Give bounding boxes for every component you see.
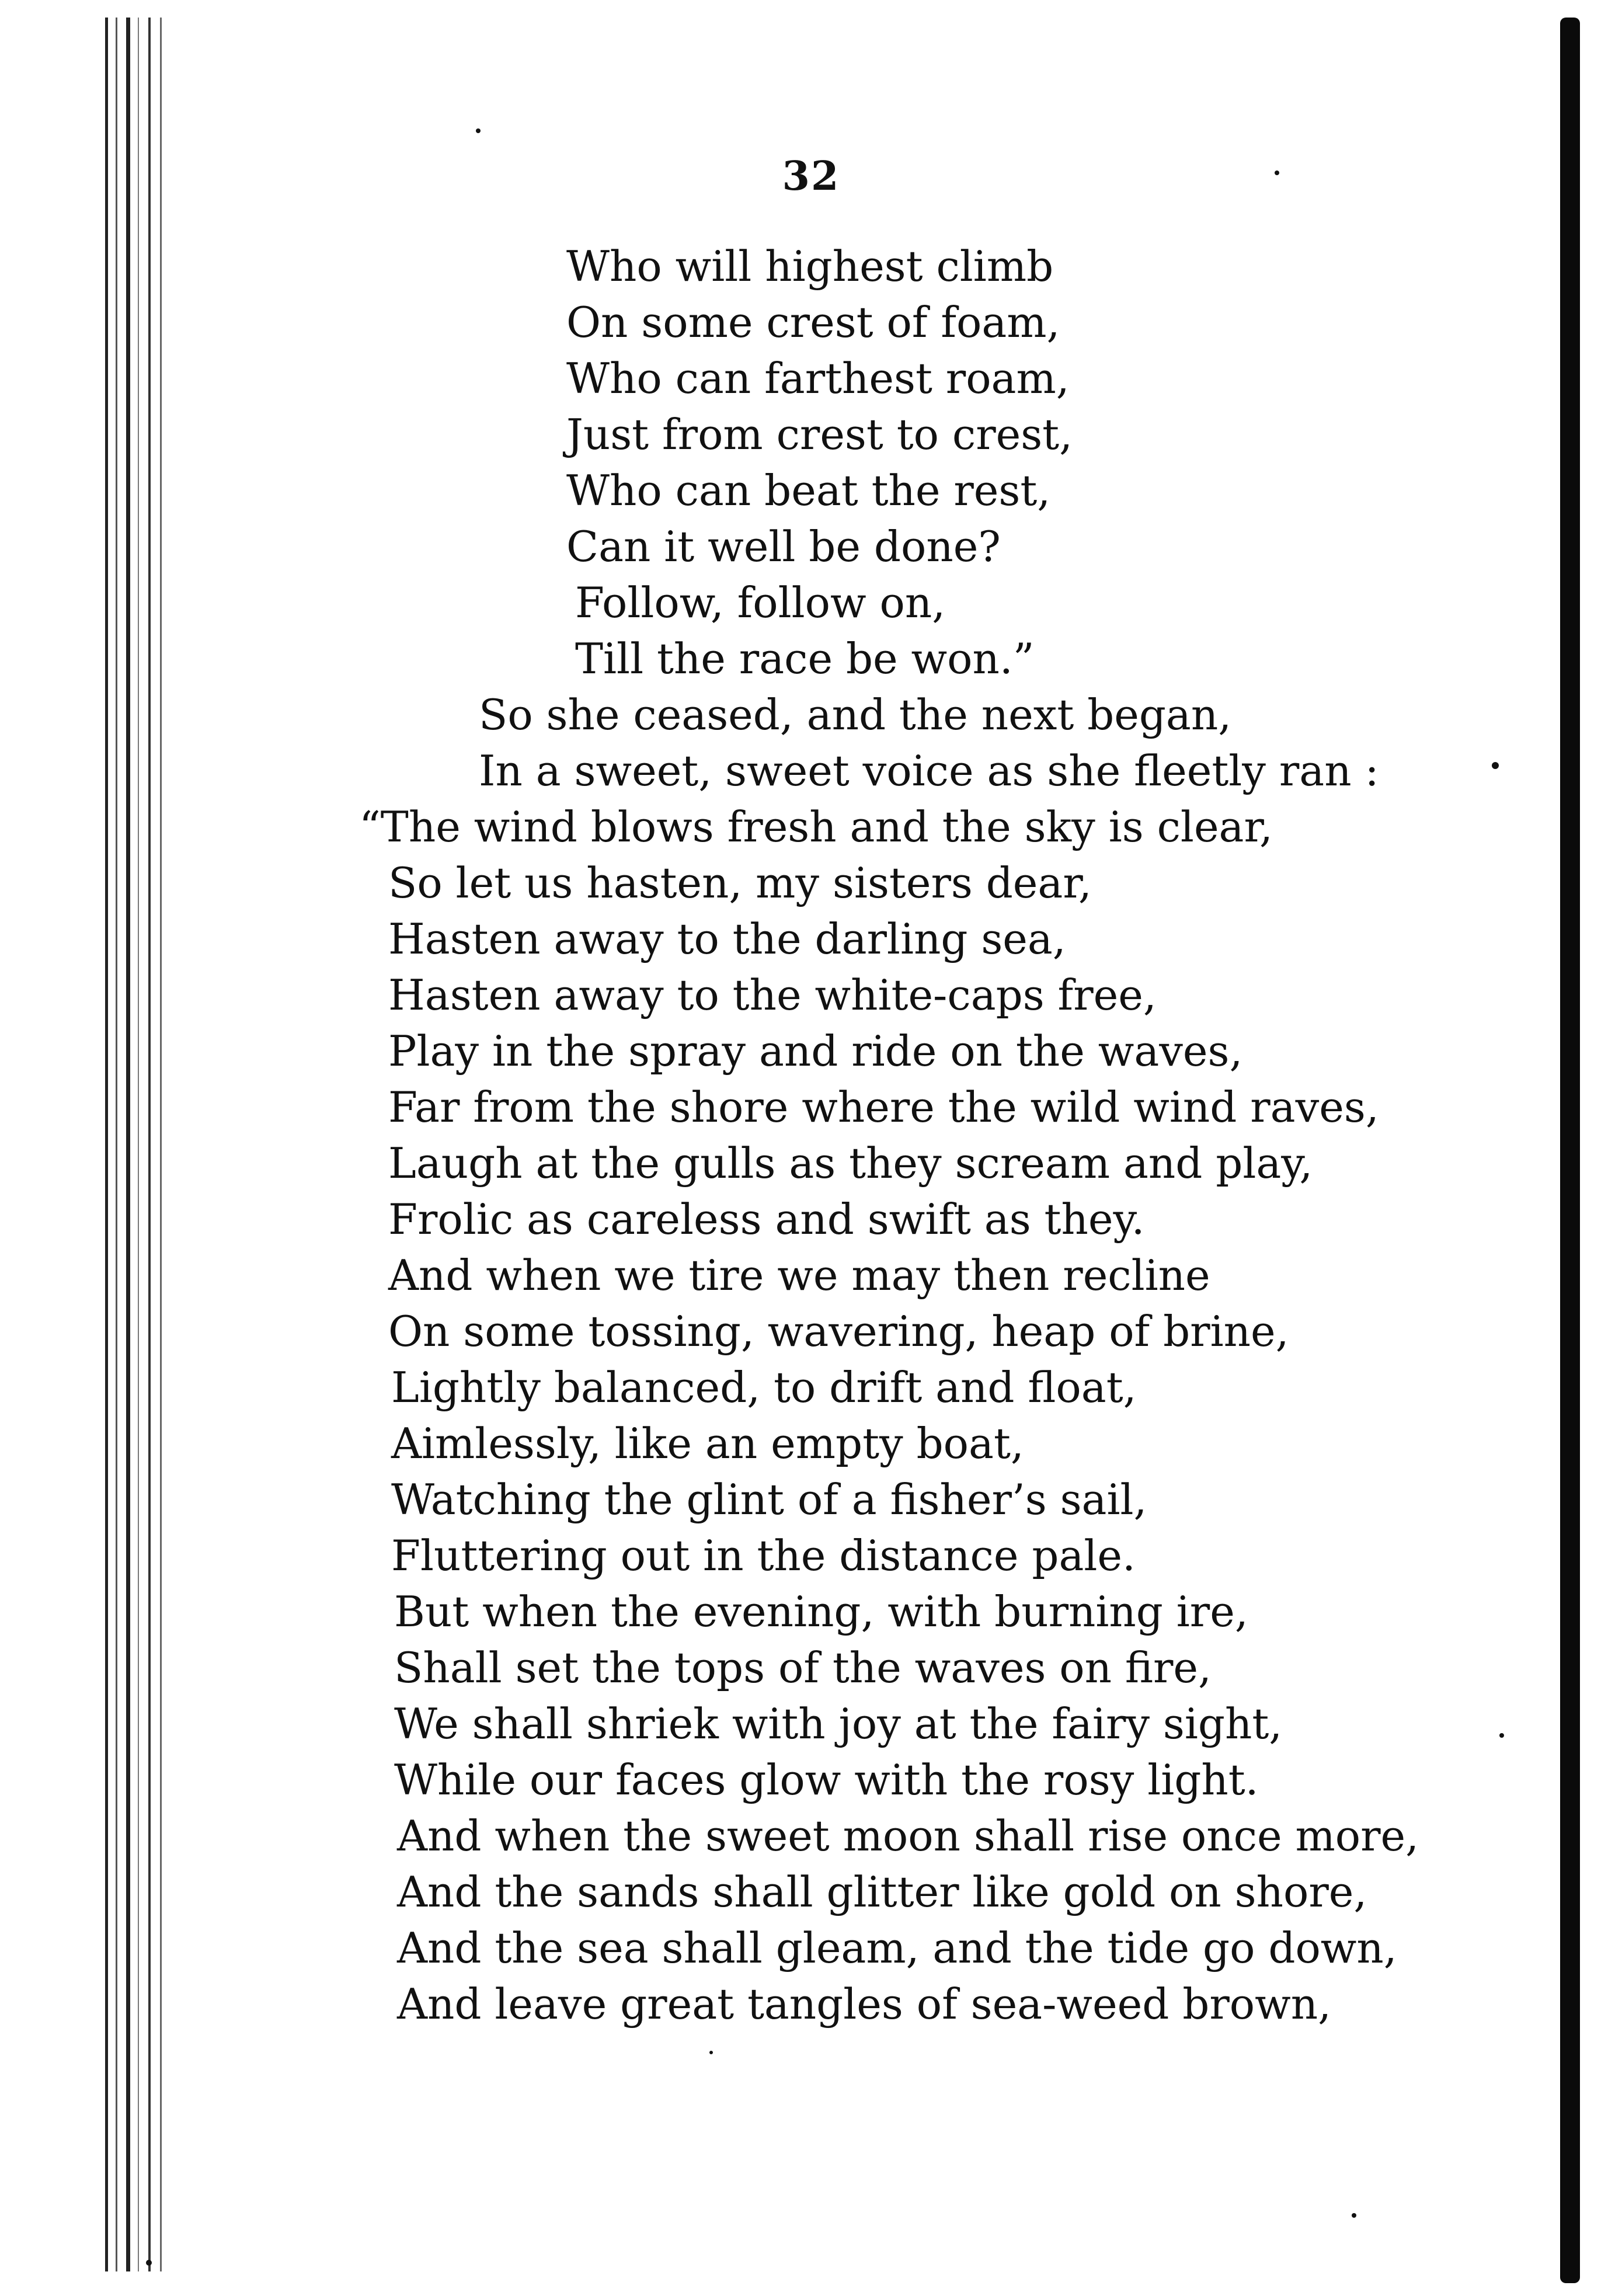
poem-line: Who can farthest roam,: [566, 354, 1070, 403]
poem-line: Just from crest to crest,: [566, 410, 1073, 459]
scan-speck: [1499, 1733, 1504, 1738]
poem-line: And when we tire we may then recline: [388, 1251, 1210, 1300]
page-number: 32: [782, 153, 840, 200]
poem-line: Frolic as careless and swift as they.: [388, 1195, 1145, 1244]
scan-speck: [1492, 762, 1499, 769]
poem-line: Watching the glint of a fisher’s sail,: [391, 1475, 1147, 1524]
poem-line: And leave great tangles of sea-weed brown,: [397, 1980, 1331, 2029]
poem-line: Play in the spray and ride on the waves,: [388, 1027, 1243, 1076]
poem-line: And when the sweet moon shall rise once more,: [397, 1811, 1419, 1860]
poem-line: Can it well be done?: [566, 522, 1001, 571]
poem-line: We shall shriek with joy at the fairy sight,: [394, 1699, 1283, 1748]
poem-line: Laugh at the gulls as they scream and play,: [388, 1139, 1313, 1188]
scan-speck: [1352, 2213, 1356, 2218]
poem-line: Hasten away to the darling sea,: [388, 914, 1066, 963]
poem-line: Far from the shore where the wild wind raves,: [388, 1083, 1379, 1132]
poem-line: On some crest of foam,: [566, 298, 1060, 347]
poem-line: Who will highest climb: [566, 242, 1054, 291]
poem-line: And the sea shall gleam, and the tide go down,: [397, 1923, 1397, 1973]
poem-line: Till the race be won.”: [575, 634, 1035, 683]
scan-speck: [146, 2260, 152, 2266]
poem-line: “The wind blows fresh and the sky is clear,: [359, 802, 1273, 851]
poem-line: Shall set the tops of the waves on fire,: [394, 1643, 1212, 1692]
poem-line: Aimlessly, like an empty boat,: [391, 1419, 1024, 1468]
poem-line: In a sweet, sweet voice as she fleetly ran :: [479, 746, 1379, 795]
poem-line: But when the evening, with burning ire,: [394, 1587, 1248, 1636]
poem-line: Fluttering out in the distance pale.: [391, 1531, 1136, 1580]
poem-line: So let us hasten, my sisters dear,: [388, 858, 1092, 907]
page-edge-shadow: [1560, 18, 1580, 2283]
binding-gutter: [88, 18, 169, 2271]
poem-line: Lightly balanced, to drift and float,: [391, 1363, 1137, 1412]
poem-line: Hasten away to the white-caps free,: [388, 970, 1157, 1020]
scan-speck: [1275, 171, 1279, 175]
poem-line: While our faces glow with the rosy light.: [394, 1755, 1259, 1804]
scan-speck: [476, 128, 481, 133]
poem-line: Follow, follow on,: [575, 578, 946, 627]
poem-line: So she ceased, and the next began,: [479, 690, 1232, 739]
poem-line: Who can beat the rest,: [566, 466, 1051, 515]
poem-line: On some tossing, wavering, heap of brine,: [388, 1307, 1289, 1356]
poem-line: And the sands shall glitter like gold on shore,: [397, 1867, 1367, 1916]
scan-speck: [709, 2051, 713, 2054]
